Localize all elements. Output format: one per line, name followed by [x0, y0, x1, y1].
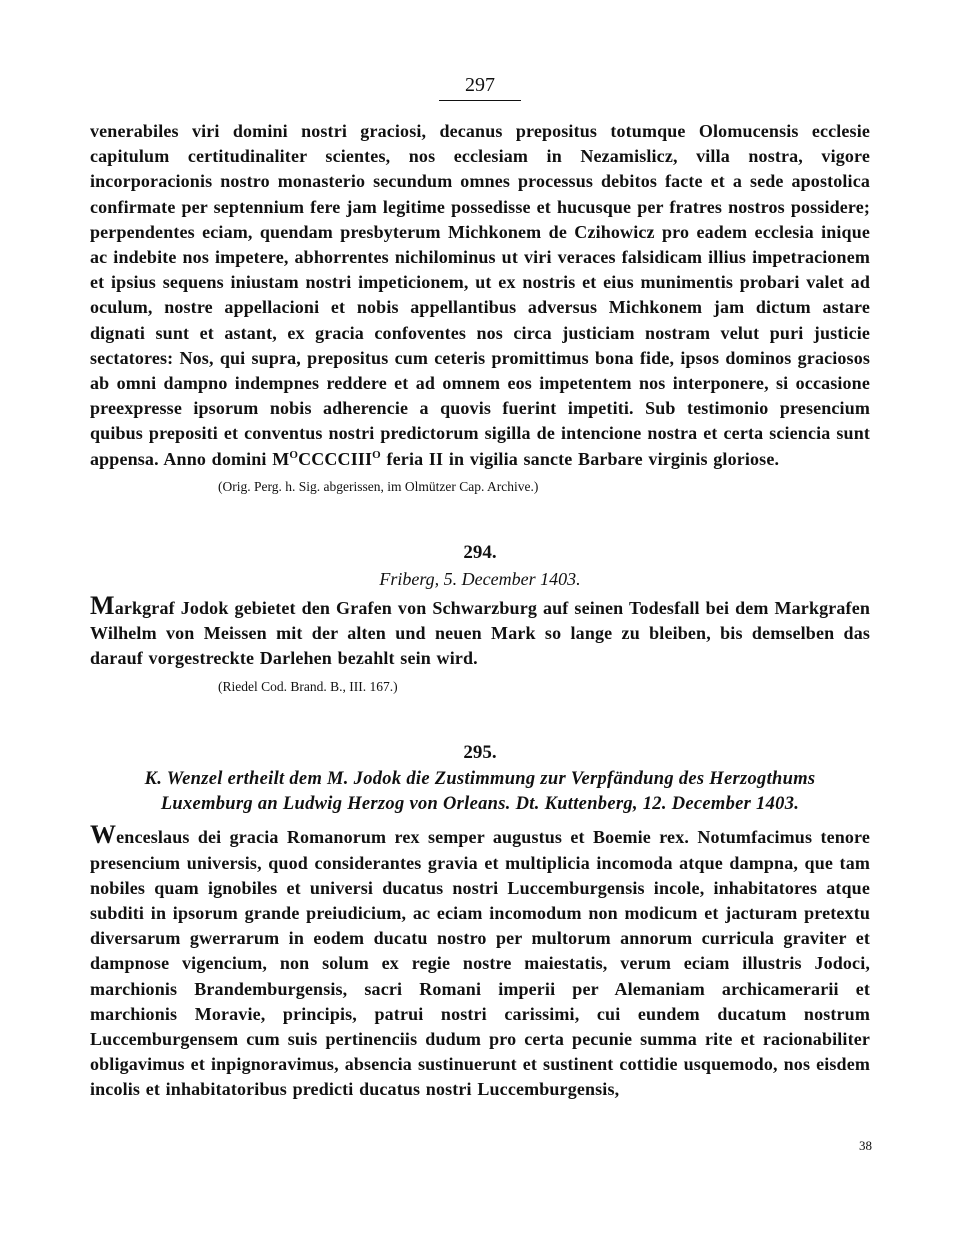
document-295-heading-line1: K. Wenzel ertheilt dem M. Jodok die Zustimmung zur Verpfändung des Herzogthums	[144, 769, 816, 790]
continuation-end: feria II in vigilia sancte Barbare virginis gloriose.	[380, 448, 780, 469]
page-number: 297	[465, 74, 495, 96]
page-body	[90, 72, 870, 1103]
document-294-body: arkgraf Jodok gebietet den Grafen von Schwarzburg auf seinen Todesfall bei dem Markgrafen Wilhelm von Meissen mit der alten und neuen Mark so lange zu bleiben, bis demselben das darauf vorgestreckte Darlehen bezahlt sein wird.	[90, 597, 870, 669]
document-295-text	[90, 820, 870, 1102]
document-number-294: 294.	[463, 541, 497, 563]
document-294-text	[90, 590, 870, 672]
superscript-o-2: O	[372, 448, 381, 461]
document-number-295: 295.	[463, 742, 497, 764]
initial-letter-m: M	[90, 590, 115, 620]
signature-mark: 38	[859, 1138, 872, 1153]
superscript-o: O	[289, 448, 299, 461]
continuation-text: venerabiles viri domini nostri graciosi, decanus prepositus totumque Olomucensis ecclesie capitulum certitudinaliter scientes, nos ecclesiam in Nezamislicz, villa nostra, vigore incorporacionis nostro monasterio secundum omnes processus debitos facte et a sede apostolica confirmate per septennium fere jam legitime possedisse et hucusque per fratres nostros possidere; perpendentes eciam, quendam presbyterum Michkonem de Czihowicz pro eadem ecclesia inique ac indebite nos impetere, abhorrentes nichilominus ut viri veraces falsidicam illius impetracionem et ipsius sequens iniustam nostri impeticionem, ut ex nostris et eius munimentis probari valet ad oculum, nostre appellacioni et nobis appellantibus adversus Michkonem jam dictum astare dignati sunt et astant, ex gracia confoventes nos circa justiciam nostram velut puri justicie sectatores: Nos, qui supra, prepositus cum ceteris promittimus bona fide, ipsos dominos graciosos ab omni dampno indempnes reddere et ad omnem eos impetentem nos interponere, si occasione preexpresse ipsorum nobis adherencie a quovis fuerint impetiti. Sub testimonio presencium quibus prepositi et conventus nostri predictorum sigilla de intencione nostra et certa sciencia sunt appensa. Anno domini M	[90, 121, 870, 469]
source-note-293: (Orig. Perg. h. Sig. abgerissen, im Olmützer Cap. Archive.)	[218, 478, 539, 494]
continuation-year: CCCCIII	[298, 448, 373, 469]
initial-letter-w: W	[90, 820, 117, 850]
document-295-body: enceslaus dei gracia Romanorum rex semper augustus et Boemie rex. Notumfacimus tenore presencium universis, quod considerantes gravia et multiplicia incomoda atque dampna, que tam nobiles quam ignobiles et universi ducatus nostri Luccemburgensis incole, inhabitatores atque subditi in ipsorum grande preiudicium, ac eciam incomodum non modicum et jacturam pretextu diversarum gwerrarum in eodem ducatu nostro per multorum annorum curricula graviter et dampnose vigencium, non solum ex regie nostre maiestatis, verum eciam illustris Jodoci, marchionis Brandemburgensis, sacri Romani imperii per Alemaniam archicamerarii et marchionis Moravie, principis, patrui nostri carissimi, cui eundem ducatum nostrum Luccemburgensem cum suis pertinenciis dudum pro certa pecunie summa rite et racionabiliter obligavimus et inpignoravimus, absencia sustinuerunt et sustinent cottidie usquemodo, nos eisdem incolis et inhabitatoribus predicti ducatus nostri Luccemburgensis,	[90, 827, 870, 1100]
source-note-294: (Riedel Cod. Brand. B., III. 167.)	[218, 679, 398, 695]
document-294-heading: Friberg, 5. December 1403.	[379, 568, 581, 589]
document-293-continuation	[90, 119, 870, 472]
header-rule	[439, 100, 521, 101]
document-295-heading-line2: Luxemburg an Ludwig Herzog von Orleans. Dt. Kuttenberg, 12. December 1403.	[160, 794, 800, 815]
